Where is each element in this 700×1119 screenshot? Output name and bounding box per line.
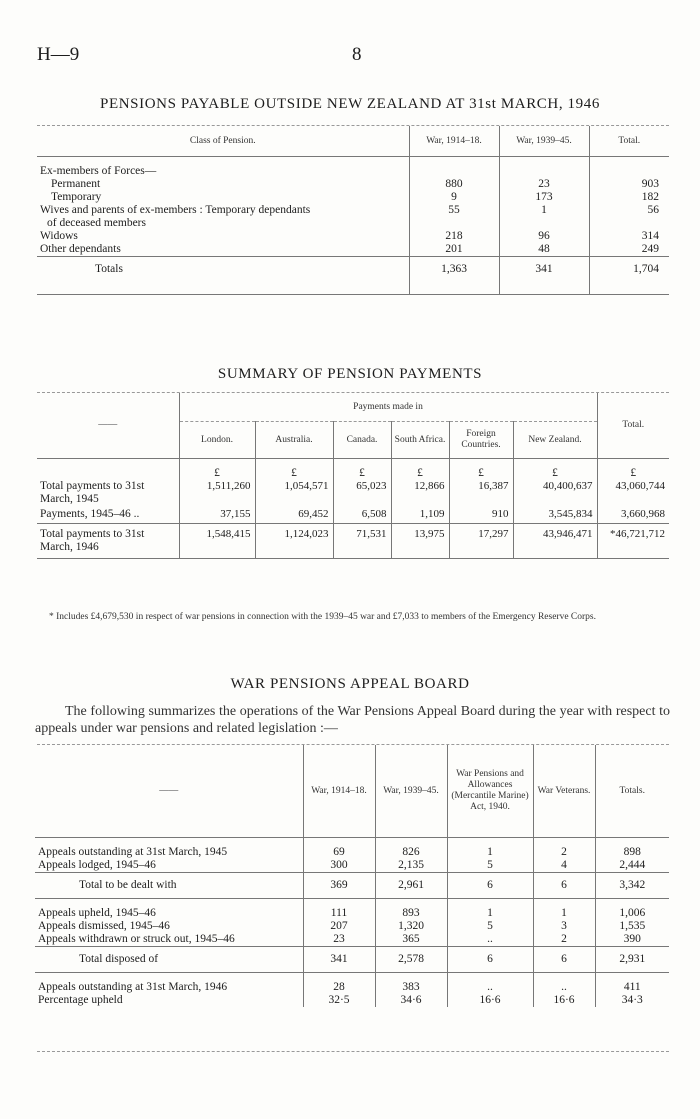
payment-value: 3,660,968 [597, 508, 669, 524]
spacer-cell [303, 899, 375, 908]
appeal-value: 5 [447, 859, 533, 873]
spacer-cell [303, 973, 375, 982]
appeal-value: .. [447, 981, 533, 994]
appeal-value: 383 [375, 981, 447, 994]
row-label: Appeals upheld, 1945–46 [38, 907, 156, 919]
table-row [37, 178, 669, 191]
value-total: 182 [589, 191, 669, 204]
appeal-value: 6 [533, 873, 595, 899]
appeal-value: 1 [533, 907, 595, 920]
appeal-value: 4 [533, 859, 595, 873]
appeal-value: 411 [595, 981, 669, 994]
col-header-london: London. [179, 422, 255, 459]
spacer-row [37, 157, 669, 166]
appeal-value: 34·3 [595, 994, 669, 1007]
currency-symbol: £ [597, 467, 669, 480]
currency-symbol: £ [449, 467, 513, 480]
appeal-value: .. [533, 981, 595, 994]
appeal-value: 2,961 [375, 873, 447, 899]
col-header-canada: Canada. [333, 422, 391, 459]
payment-value: 65,023 [333, 480, 391, 508]
row-label: Appeals outstanding at 31st March, 1946 [38, 981, 228, 993]
appeal-value: 341 [303, 947, 375, 973]
currency-row [37, 467, 669, 480]
row-label: Appeals dismissed, 1945–46 [38, 920, 170, 932]
appeal-value: 1,006 [595, 907, 669, 920]
spacer-cell [595, 838, 669, 847]
value-total: 56 [589, 204, 669, 217]
payment-value: 17,297 [449, 524, 513, 559]
appeal-value: 1 [447, 907, 533, 920]
spacer-cell [499, 157, 589, 166]
appeal-value: 2,444 [595, 859, 669, 873]
table1-title: PENSIONS PAYABLE OUTSIDE NEW ZEALAND AT 31st MARCH, 1946 [100, 96, 600, 112]
currency-symbol: £ [179, 467, 255, 480]
spacer-cell [409, 157, 499, 166]
spacer-cell [447, 973, 533, 982]
col-header-south-africa: South Africa. [391, 422, 449, 459]
value-war-1914 [409, 217, 499, 230]
spacer-cell [597, 459, 669, 468]
spacer-cell [37, 157, 409, 166]
col-header-war-veterans: War Veterans. [533, 745, 595, 838]
appeal-value: 369 [303, 873, 375, 899]
spacer-cell [533, 838, 595, 847]
payment-value: 69,452 [255, 508, 333, 524]
spacer-row [35, 973, 669, 982]
col-header-new-zealand: New Zealand. [513, 422, 597, 459]
row-label: Temporary [51, 191, 102, 203]
appeal-value: 69 [303, 846, 375, 859]
appeal-value: 2,135 [375, 859, 447, 873]
spacer-cell [533, 899, 595, 908]
spacer-cell [589, 157, 669, 166]
table-row [35, 907, 669, 920]
appeal-value: 893 [375, 907, 447, 920]
table2-footnote: * Includes £4,679,530 in respect of war pensions in connection with the 1939–45 war and £7,033 to members of the Emergency Reserve Corps. [49, 612, 597, 622]
appeal-board-table [35, 745, 669, 1007]
value-total: 314 [589, 230, 669, 243]
spacer-cell [499, 282, 589, 295]
spacer-cell [179, 459, 255, 468]
empty-cell [589, 165, 669, 178]
totals-row [37, 257, 669, 283]
col-header-war-1939: War, 1939–45. [499, 126, 589, 157]
value-war-1939: 173 [499, 191, 589, 204]
row-label: Wives and parents of ex-members : Temporary dependants [40, 204, 311, 216]
currency-symbol: £ [333, 467, 391, 480]
table-row [37, 165, 669, 178]
spacer-cell [533, 973, 595, 982]
payment-value: 40,400,637 [513, 480, 597, 508]
value-war-1939 [499, 217, 589, 230]
spacer-cell [375, 973, 447, 982]
spacer-cell [255, 459, 333, 468]
report-code: H—9 [37, 44, 80, 65]
col-header-war-1914: War, 1914–18. [303, 745, 375, 838]
appeal-value: 2 [533, 846, 595, 859]
appeal-value: 2 [533, 933, 595, 947]
payment-value: 1,109 [391, 508, 449, 524]
spacer-cell [37, 282, 409, 295]
table-row [37, 204, 669, 217]
table-row [37, 243, 669, 257]
table-row [37, 508, 669, 524]
spacer-cell [449, 459, 513, 468]
appeal-value: 826 [375, 846, 447, 859]
spacer-cell [447, 838, 533, 847]
spacer-cell [409, 282, 499, 295]
col-header-foreign-countries: Foreign Countries. [449, 422, 513, 459]
appeal-value: 390 [595, 933, 669, 947]
row-label: Appeals withdrawn or struck out, 1945–46 [38, 933, 235, 945]
appeal-value: 34·6 [375, 994, 447, 1007]
payment-value: 6,508 [333, 508, 391, 524]
appeal-value: 6 [533, 947, 595, 973]
appeal-value: 111 [303, 907, 375, 920]
spacer-cell [35, 899, 303, 908]
value-war-1914: 218 [409, 230, 499, 243]
appeal-value: 3,342 [595, 873, 669, 899]
appeal-value: 365 [375, 933, 447, 947]
subtotal-row [35, 947, 669, 973]
empty-cell [409, 165, 499, 178]
row-label: Total disposed of [79, 953, 159, 965]
appeal-value: 898 [595, 846, 669, 859]
empty-cell [37, 467, 179, 480]
totals-war-1939: 341 [499, 257, 589, 283]
value-war-1939: 96 [499, 230, 589, 243]
table-row [37, 480, 669, 508]
spacer-cell [391, 459, 449, 468]
appeal-value: 5 [447, 920, 533, 933]
totals-label: Totals [95, 263, 123, 275]
currency-symbol: £ [513, 467, 597, 480]
row-label: Appeals lodged, 1945–46 [38, 859, 156, 871]
appeal-value: 2,578 [375, 947, 447, 973]
value-war-1914: 55 [409, 204, 499, 217]
totals-war-1914: 1,363 [409, 257, 499, 283]
spacer-cell [589, 282, 669, 295]
appeal-value: 6 [447, 947, 533, 973]
payment-value: *46,721,712 [597, 524, 669, 559]
payment-value: 1,124,023 [255, 524, 333, 559]
row-label: Other dependants [40, 243, 121, 255]
table-row [37, 217, 669, 230]
spacer-row [35, 838, 669, 847]
table-row [37, 191, 669, 204]
spacer-cell [595, 899, 669, 908]
row-label: Payments, 1945–46 .. [40, 508, 140, 520]
row-label: Percentage upheld [38, 994, 123, 1006]
value-war-1939: 1 [499, 204, 589, 217]
totals-total: 1,704 [589, 257, 669, 283]
spacer-cell [303, 838, 375, 847]
page-number: 8 [352, 44, 362, 65]
row-label: Permanent [51, 178, 101, 190]
table-row [35, 994, 669, 1007]
row-label: of deceased members [47, 217, 146, 229]
payment-value: 37,155 [179, 508, 255, 524]
row-label: Widows [40, 230, 78, 242]
table-row [37, 230, 669, 243]
currency-symbol: £ [391, 467, 449, 480]
spacer-cell [35, 973, 303, 982]
appeal-value: 300 [303, 859, 375, 873]
value-war-1914: 880 [409, 178, 499, 191]
table2-title: SUMMARY OF PENSION PAYMENTS [217, 366, 483, 382]
spacer-cell [375, 899, 447, 908]
table-row [37, 524, 669, 559]
value-war-1914: 201 [409, 243, 499, 257]
appeal-value: 1,535 [595, 920, 669, 933]
value-total [589, 217, 669, 230]
col-header-war-1914: War, 1914–18. [409, 126, 499, 157]
payment-value: 1,511,260 [179, 480, 255, 508]
table-row [35, 846, 669, 859]
payment-value: 12,866 [391, 480, 449, 508]
col-header-australia: Australia. [255, 422, 333, 459]
appeal-value: 6 [447, 873, 533, 899]
row-label: Total payments to 31st March, 1946 [40, 528, 145, 553]
appeal-value: 207 [303, 920, 375, 933]
payment-value: 16,387 [449, 480, 513, 508]
table3-bottom-rule [37, 1051, 669, 1052]
payment-value: 910 [449, 508, 513, 524]
col-header-totals: Totals. [595, 745, 669, 838]
col-header-total: Total. [589, 126, 669, 157]
appeal-value: 16·6 [533, 994, 595, 1007]
spacer-row [35, 899, 669, 908]
spacer-row [37, 282, 669, 295]
appeal-value: 1 [447, 846, 533, 859]
payment-value: 13,975 [391, 524, 449, 559]
col-header-total: Total. [597, 393, 669, 459]
table-row [35, 933, 669, 947]
appeal-value: 28 [303, 981, 375, 994]
col-header-war-1939: War, 1939–45. [375, 745, 447, 838]
value-total: 249 [589, 243, 669, 257]
value-war-1939: 23 [499, 178, 589, 191]
table-row [35, 981, 669, 994]
table-row [35, 920, 669, 933]
value-war-1939: 48 [499, 243, 589, 257]
appeal-value: 1,320 [375, 920, 447, 933]
appeal-value: 32·5 [303, 994, 375, 1007]
col-header-class: Class of Pension. [189, 135, 256, 146]
table-row [35, 859, 669, 873]
appeals-blank-header: —— [159, 785, 179, 796]
appeal-value: 16·6 [447, 994, 533, 1007]
empty-cell [499, 165, 589, 178]
appeal-value: .. [447, 933, 533, 947]
group-label: Ex-members of Forces— [40, 165, 157, 177]
summary-blank-header: —— [98, 420, 118, 430]
payments-made-in-header: Payments made in [179, 393, 597, 422]
spacer-cell [37, 459, 179, 468]
pension-payments-summary-table [37, 393, 669, 559]
payment-value: 43,060,744 [597, 480, 669, 508]
subtotal-row [35, 873, 669, 899]
value-total: 903 [589, 178, 669, 191]
payment-value: 3,545,834 [513, 508, 597, 524]
spacer-row [37, 459, 669, 468]
payment-value: 1,054,571 [255, 480, 333, 508]
spacer-cell [333, 459, 391, 468]
table3-title: WAR PENSIONS APPEAL BOARD [230, 676, 470, 692]
pensions-outside-nz-table [37, 126, 669, 295]
spacer-cell [447, 899, 533, 908]
appeal-value: 2,931 [595, 947, 669, 973]
spacer-cell [375, 838, 447, 847]
payment-value: 43,946,471 [513, 524, 597, 559]
spacer-cell [595, 973, 669, 982]
appeal-value: 23 [303, 933, 375, 947]
row-label: Appeals outstanding at 31st March, 1945 [38, 846, 228, 858]
payment-value: 1,548,415 [179, 524, 255, 559]
currency-symbol: £ [255, 467, 333, 480]
spacer-cell [35, 838, 303, 847]
appeal-value: 3 [533, 920, 595, 933]
col-header-mercantile-marine: War Pensions and Allowances (Mercantile Marine) Act, 1940. [447, 745, 533, 838]
appeal-board-intro: The following summarizes the operations of the War Pensions Appeal Board during the year with respect to appeals under war pensions and related legislation :— [35, 704, 670, 736]
value-war-1914: 9 [409, 191, 499, 204]
row-label: Total to be dealt with [79, 879, 177, 891]
spacer-cell [513, 459, 597, 468]
row-label: Total payments to 31st March, 1945 [40, 480, 145, 505]
payment-value: 71,531 [333, 524, 391, 559]
